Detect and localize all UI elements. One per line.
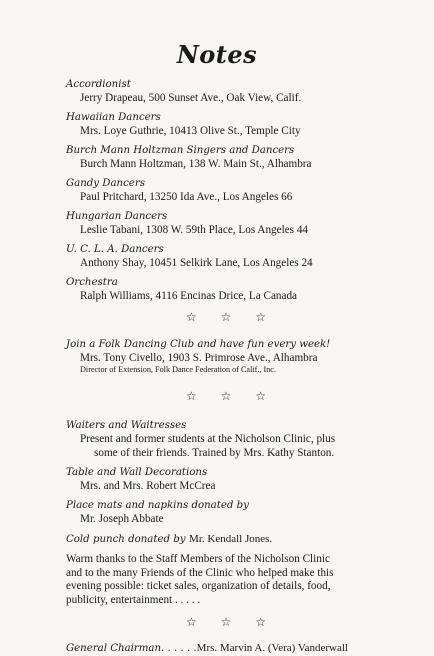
- entry-value: Anthony Shay, 10451 Selkirk Lane, Los Angeles 24: [80, 257, 313, 269]
- entry-heading: Hungarian Dancers: [66, 211, 168, 222]
- entry-waiters: [66, 419, 386, 460]
- entry-heading: Join a Folk Dancing Club and have fun every week!: [66, 339, 331, 350]
- chairman-name: Mrs. Marvin A. (Vera) Vanderwall: [196, 642, 348, 654]
- star-divider: ☆ ☆ ☆: [186, 615, 276, 629]
- entry-folk-dancing: [66, 338, 386, 375]
- entry-table-decorations: [66, 466, 386, 493]
- entry-value: Mrs. and Mrs. Robert McCrea: [80, 480, 216, 492]
- general-chairman: [66, 641, 386, 656]
- notes-list: [66, 78, 386, 656]
- thanks-line: Warm thanks to the Staff Members of the Nicholson Clinic: [66, 553, 330, 565]
- entry-gandy-dancers: [66, 177, 386, 204]
- entry-value: Mr. Kendall Jones.: [189, 533, 273, 545]
- star-divider: ☆ ☆ ☆: [186, 389, 276, 403]
- entry-heading: Waiters and Waitresses: [66, 420, 187, 431]
- entry-heading: Table and Wall Decorations: [66, 467, 208, 478]
- entry-orchestra: [66, 276, 386, 303]
- entry-accordionist: [66, 78, 386, 105]
- entry-hawaiian-dancers: [66, 111, 386, 138]
- entry-value: Jerry Drapeau, 500 Sunset Ave., Oak View, Calif.: [80, 92, 302, 104]
- entry-note: Director of Extension, Folk Dance Federation of Calif., Inc.: [80, 365, 276, 374]
- chairman-label: General Chairman. . . . . .: [66, 643, 197, 654]
- entry-ucla-dancers: [66, 243, 386, 270]
- entry-heading: Burch Mann Holtzman Singers and Dancers: [66, 145, 295, 156]
- entry-heading: Gandy Dancers: [66, 178, 145, 189]
- entry-value: Mr. Joseph Abbate: [80, 513, 164, 525]
- entry-heading: Orchestra: [66, 277, 118, 288]
- entry-value: Present and former students at the Nicholson Clinic, plus: [80, 433, 336, 445]
- entry-value: Mrs. Tony Civello, 1903 S. Primrose Ave., Alhambra: [80, 352, 318, 364]
- entry-cold-punch: [66, 532, 386, 547]
- entry-heading: Hawaiian Dancers: [66, 112, 161, 123]
- entry-value: Mrs. Loye Guthrie, 10413 Olive St., Temple City: [80, 125, 301, 137]
- entry-value: Ralph Williams, 4116 Encinas Drice, La Canada: [80, 290, 298, 302]
- entry-value: some of their friends. Trained by Mrs. Kathy Stanton.: [94, 447, 335, 459]
- thanks-line: publicity, entertainment . . . . .: [66, 593, 201, 606]
- entry-heading: Accordionist: [66, 79, 131, 90]
- entry-hungarian-dancers: [66, 210, 386, 237]
- entry-heading: U. C. L. A. Dancers: [66, 244, 164, 255]
- star-divider: ☆ ☆ ☆: [186, 310, 276, 324]
- entry-heading: Place mats and napkins donated by: [66, 500, 249, 511]
- entry-value: Paul Pritchard, 13250 Ida Ave., Los Angeles 66: [80, 191, 293, 203]
- entry-value: Burch Mann Holtzman, 138 W. Main St., Alhambra: [80, 158, 312, 170]
- thanks-line: and to the many Friends of the Clinic who helped make this: [66, 566, 334, 579]
- entry-place-mats: [66, 499, 386, 526]
- entry-heading: Cold punch donated by: [66, 534, 186, 545]
- entry-holtzman-singers: [66, 144, 386, 171]
- page-title: Notes: [176, 40, 258, 69]
- entry-value: Leslie Tabani, 1308 W. 59th Place, Los Angeles 44: [80, 224, 309, 236]
- thanks-line: evening possible: ticket sales, organization of details, food,: [66, 580, 331, 592]
- thanks-paragraph: [66, 553, 386, 607]
